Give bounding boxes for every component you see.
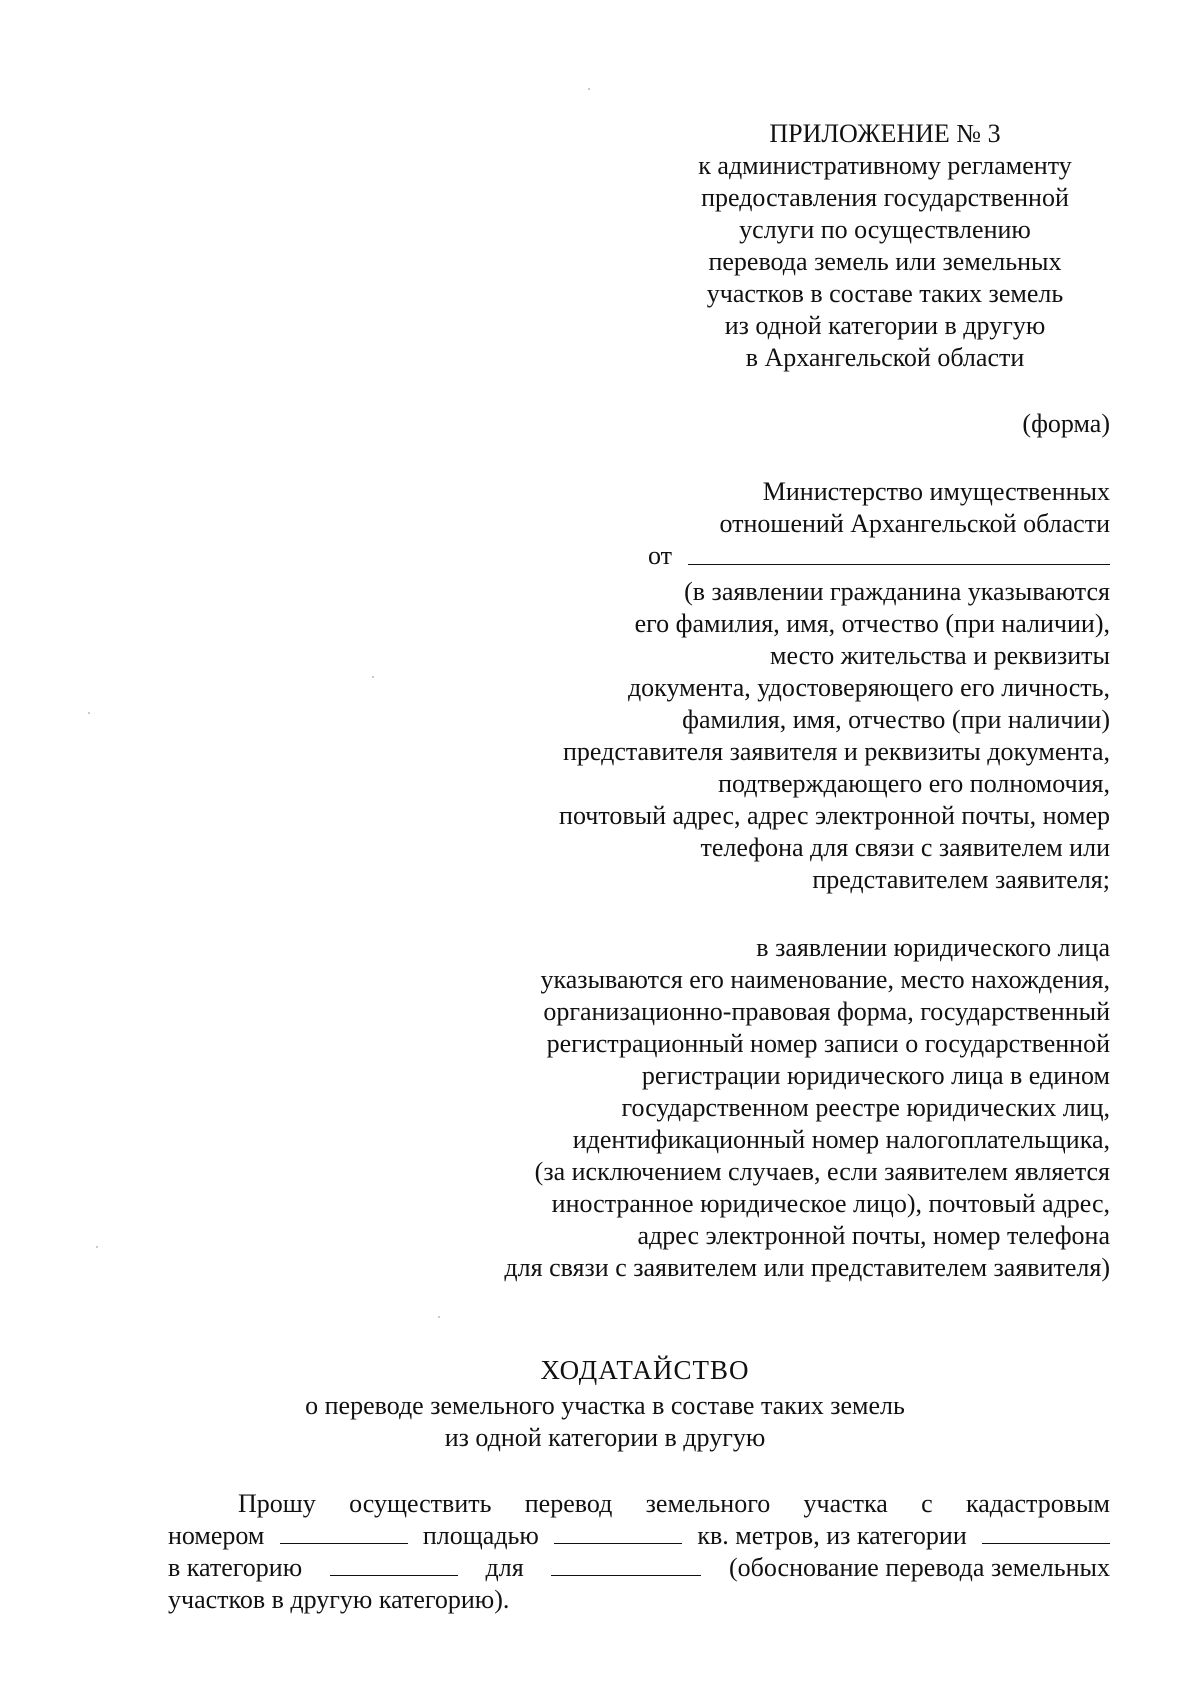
- scan-speck: [588, 88, 590, 90]
- area-blank: [554, 1521, 682, 1544]
- word: кадастровым: [965, 1489, 1110, 1518]
- addressee-line: отношений Архангельской области: [719, 509, 1110, 538]
- word: с: [921, 1489, 933, 1518]
- scan-speck: [438, 1316, 440, 1318]
- legal-note-line: в заявлении юридического лица: [756, 933, 1110, 962]
- citizen-note-line: почтовый адрес, адрес электронной почты, номер: [559, 801, 1110, 830]
- citizen-note-line: его фамилия, имя, отчество (при наличии),: [634, 609, 1110, 638]
- request-paragraph: [168, 1488, 1110, 1616]
- word: Прошу: [238, 1489, 316, 1518]
- to-category-label: в категорию: [168, 1553, 303, 1582]
- header-line: предоставления государственной: [701, 183, 1069, 212]
- header-line: участков в составе таких земель: [706, 279, 1064, 308]
- legal-note-line: иностранное юридическое лицо), почтовый адрес,: [551, 1189, 1110, 1218]
- purpose-blank: [551, 1553, 701, 1576]
- header-line: услуги по осуществлению: [739, 215, 1031, 244]
- request-line-2: [168, 1520, 1110, 1552]
- citizen-note-line: телефона для связи с заявителем или: [700, 833, 1110, 862]
- area-label: площадью: [422, 1521, 539, 1550]
- citizen-note-line: место жительства и реквизиты: [770, 641, 1110, 670]
- request-line-1: [168, 1488, 1110, 1520]
- petition-subtitle: из одной категории в другую: [444, 1423, 766, 1452]
- citizen-note-line: (в заявлении гражданина указываются: [684, 577, 1110, 606]
- form-label: (форма): [1022, 409, 1110, 438]
- scan-speck: [96, 1246, 98, 1248]
- purpose-label: для: [485, 1553, 524, 1582]
- from-label: от: [648, 541, 673, 570]
- header-line: из одной категории в другую: [724, 311, 1046, 340]
- word: участка: [803, 1489, 888, 1518]
- cadastral-label: номером: [168, 1521, 265, 1550]
- petition-subtitle: о переводе земельного участка в составе таких земель: [305, 1391, 905, 1420]
- petition-title: ХОДАТАЙСТВО: [540, 1355, 750, 1385]
- citizen-note-line: подтверждающего его полномочия,: [718, 769, 1110, 798]
- legal-note-line: организационно-правовая форма, государственный: [543, 997, 1110, 1026]
- appendix-title: ПРИЛОЖЕНИЕ № 3: [769, 119, 1001, 148]
- citizen-note-line: документа, удостоверяющего его личность,: [627, 673, 1110, 702]
- legal-note-line: регистрационный номер записи о государственной: [546, 1029, 1110, 1058]
- header-line: в Архангельской области: [745, 343, 1025, 372]
- to-category-blank: [330, 1553, 458, 1576]
- cadastral-number-blank: [280, 1521, 408, 1544]
- request-line-3: [168, 1552, 1110, 1584]
- from-category-blank: [982, 1521, 1110, 1544]
- from-category-label: кв. метров, из категории: [697, 1521, 967, 1550]
- legal-note-line: адрес электронной почты, номер телефона: [637, 1221, 1110, 1250]
- legal-note-line: регистрации юридического лица в едином: [641, 1061, 1110, 1090]
- citizen-note-line: представителем заявителя;: [812, 865, 1110, 894]
- word: земельного: [645, 1489, 771, 1518]
- legal-note-line: указываются его наименование, место нахождения,: [540, 965, 1110, 994]
- header-line: к административному регламенту: [698, 151, 1072, 180]
- scan-speck: [88, 712, 90, 714]
- from-blank-line: [688, 542, 1110, 565]
- citizen-note-line: представителя заявителя и реквизиты документа,: [563, 737, 1110, 766]
- addressee-line: Министерство имущественных: [762, 477, 1110, 506]
- citizen-note-line: фамилия, имя, отчество (при наличии): [682, 705, 1110, 734]
- request-line-4: участков в другую категорию).: [168, 1585, 510, 1614]
- scan-speck: [372, 676, 374, 678]
- legal-note-line: государственном реестре юридических лиц,: [621, 1093, 1110, 1122]
- justification-label: (обоснование перевода земельных: [729, 1553, 1110, 1582]
- legal-note-line: (за исключением случаев, если заявителем является: [534, 1157, 1110, 1186]
- word: осуществить: [349, 1489, 492, 1518]
- word: перевод: [524, 1489, 613, 1518]
- legal-note-line: для связи с заявителем или представителем заявителя): [504, 1253, 1110, 1282]
- legal-note-line: идентификационный номер налогоплательщика,: [572, 1125, 1110, 1154]
- header-line: перевода земель или земельных: [708, 247, 1062, 276]
